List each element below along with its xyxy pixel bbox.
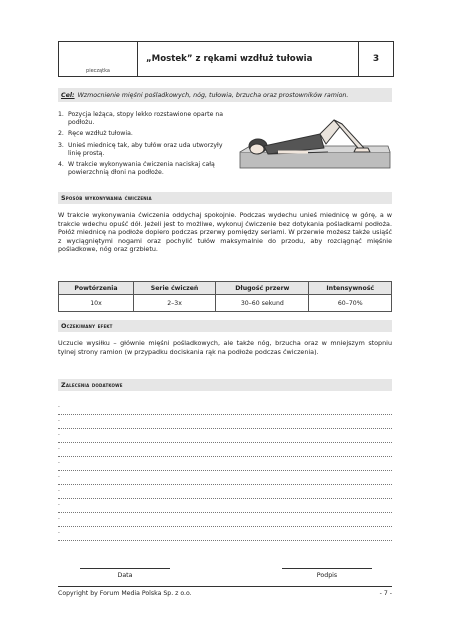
table-cell: 2–3x <box>133 295 215 312</box>
method-text: W trakcie wykonywania ćwiczenia oddychaj spokojnie. Podczas wydechu unieś miednicę w górę, a w trakcie wdechu opuść dół. Jeżeli jest to możliwe, wykonuj ćwiczenie bez dotykania pośladkami podłoża. Połóż miednicę na podłoże dopiero podczas przerwy pomiędzy seriami. W przerwie możesz także usiąść z wyciągniętymi nogami oraz pochylić tułów maksymalnie do przodu, aby rozciągnąć mięśnie pośladkowe, nóg oraz grzbietu. <box>58 211 392 254</box>
column-header: Długość przerw <box>216 282 309 295</box>
goal-label: Cel: <box>61 91 75 99</box>
date-label: Data <box>117 572 133 579</box>
writing-line[interactable]: . <box>58 443 392 457</box>
writing-line[interactable]: . <box>58 415 392 429</box>
step-number: 3. <box>58 141 64 149</box>
writing-line[interactable]: . <box>58 499 392 513</box>
page-number: - 7 - <box>379 590 392 597</box>
footer-divider <box>58 586 392 587</box>
column-header: Intensywność <box>309 282 392 295</box>
method-heading: Sposób wykonywania ćwiczenia <box>58 192 392 204</box>
signature-line[interactable] <box>282 568 372 569</box>
table-cell: 10x <box>59 295 134 312</box>
goal-bar <box>58 88 392 102</box>
table-row <box>59 295 392 312</box>
writing-line[interactable]: . <box>58 527 392 541</box>
table-header-row <box>59 282 392 295</box>
step-item <box>58 111 228 127</box>
stamp-cell <box>59 42 138 76</box>
writing-line[interactable]: . <box>58 457 392 471</box>
effect-heading: Oczekiwany efekt <box>58 320 392 332</box>
steps-list <box>58 111 228 180</box>
goal-text: Wzmocnienie mięśni pośladkowych, nóg, tułowia, brzucha oraz prostowników ramion. <box>77 91 349 99</box>
training-parameters-table <box>58 281 392 312</box>
table-cell: 30–60 sekund <box>216 295 309 312</box>
step-item <box>58 161 228 177</box>
step-text: Unieś miednicę tak, aby tułów oraz uda utworzyły linię prostą. <box>68 141 223 157</box>
step-text: Pozycja leżąca, stopy lekko rozstawione oparte na podłożu. <box>68 111 224 127</box>
writing-line[interactable]: . <box>58 471 392 485</box>
step-number: 2. <box>58 130 64 138</box>
signature-label: Podpis <box>316 572 338 579</box>
writing-line[interactable]: . <box>58 513 392 527</box>
step-number: 1. <box>58 111 64 118</box>
step-item <box>58 142 228 158</box>
exercise-title: „Mostek” z rękami wzdłuż tułowia <box>138 42 359 76</box>
step-item <box>58 130 228 138</box>
recommendations-lines <box>58 401 392 541</box>
writing-line[interactable]: . <box>58 401 392 415</box>
exercise-number: 3 <box>372 54 380 64</box>
writing-line[interactable]: . <box>58 429 392 443</box>
column-header: Powtórzenia <box>59 282 134 295</box>
writing-line[interactable]: . <box>58 485 392 499</box>
step-number: 4. <box>58 161 64 169</box>
step-text: W trakcie wykonywania ćwiczenia naciskaj całą powierzchnią dłoni na podłoże. <box>68 161 215 177</box>
effect-text: Uczucie wysiłku – głównie mięśni pośladkowych, ale także nóg, brzucha oraz w mniejszym stopniu tylnej strony ramion (w przypadku dociskania rąk na podłoże podczas ćwiczenia). <box>58 339 392 356</box>
date-signature-line[interactable] <box>80 568 170 569</box>
stamp-label: pieczątka <box>86 68 110 74</box>
bridge-exercise-illustration <box>238 108 392 176</box>
recommendations-heading: Zalecenia dodatkowe <box>58 379 392 391</box>
copyright-text: Copyright by Forum Media Polska Sp. z o.o. <box>58 590 192 597</box>
header-box <box>58 41 394 77</box>
table-cell: 60–70% <box>309 295 392 312</box>
step-text: Ręce wzdłuż tułowia. <box>68 130 133 138</box>
column-header: Serie ćwiczeń <box>133 282 215 295</box>
